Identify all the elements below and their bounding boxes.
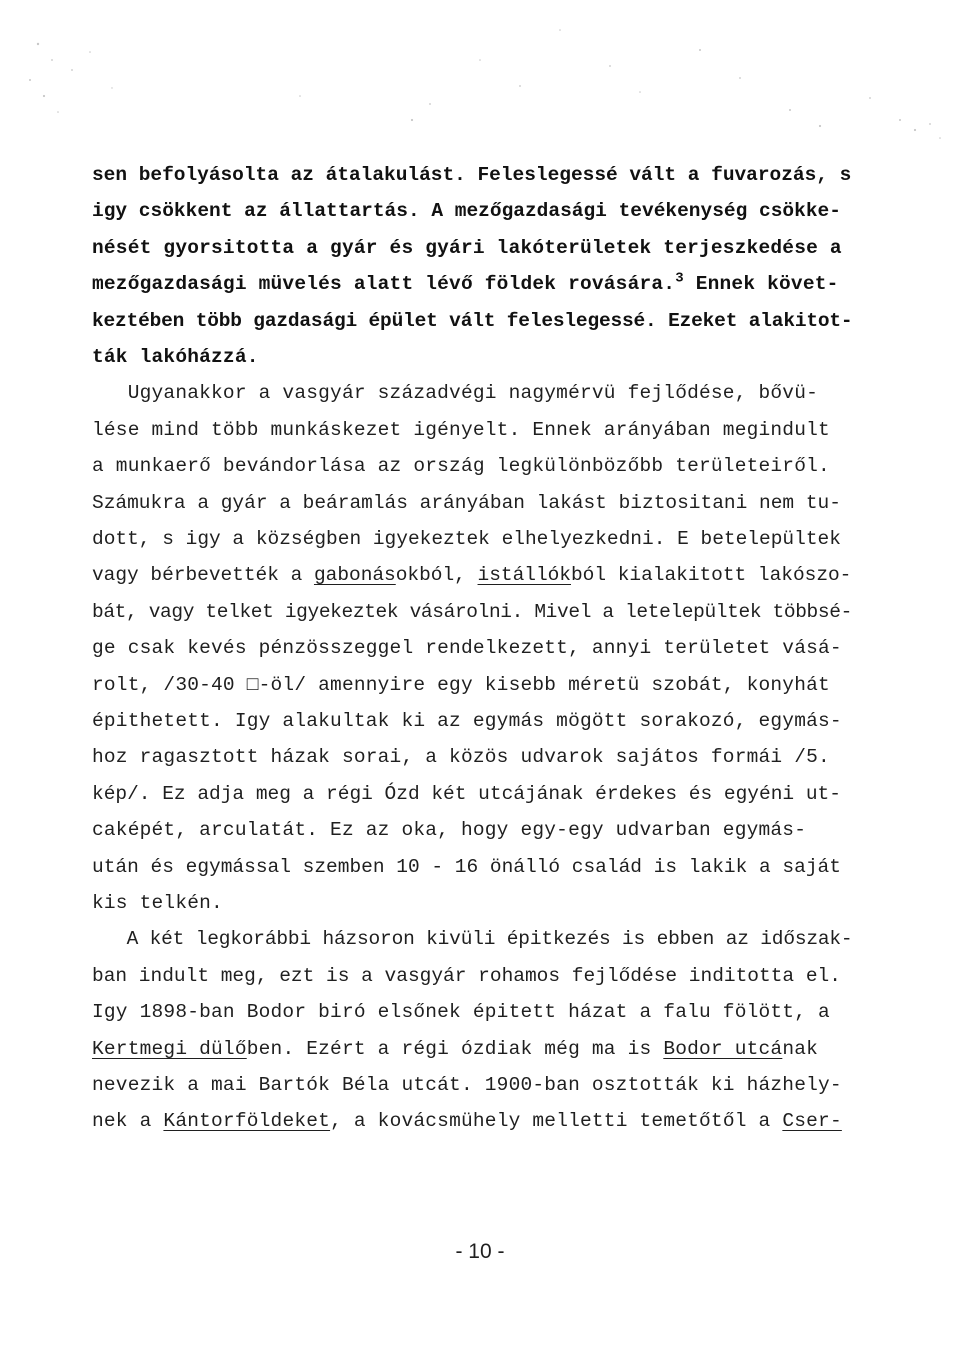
text-run: a munkaerő bevándorlása az ország legkülönbözőbb területeiről. [92, 455, 830, 478]
text-run: okból, [395, 564, 478, 587]
underlined-term: Bodor utcá [663, 1037, 783, 1060]
text-run: kép/. Ez adja meg a régi Ózd két utcájának érdekes és egyéni ut- [92, 782, 841, 805]
text-line [92, 1032, 852, 1066]
text-line [92, 558, 852, 592]
text-line [92, 486, 852, 520]
scan-specks [0, 0, 960, 150]
text-run: vagy bérbevették a [92, 564, 314, 587]
text-line [92, 813, 852, 847]
text-run: ben. Ezért a régi ózdiak még ma is [246, 1037, 664, 1060]
text-run: kis telkén. [92, 892, 223, 914]
text-run: ból kialakitott lakószo- [571, 564, 852, 587]
text-run: nését gyorsitotta a gyár és gyári lakóterületek terjeszkedése a [92, 236, 842, 259]
text-run: nak [782, 1037, 819, 1060]
text-run: mezőgazdasági müvelés alatt lévő földek rovására. [92, 273, 676, 296]
underlined-term: Kántorföldeket [163, 1110, 331, 1133]
text-line [92, 704, 852, 738]
text-line [92, 668, 852, 702]
text-run: caképét, arculatát. Ez az oka, hogy egy-egy udvarban egymás- [92, 819, 807, 842]
text-run: dott, s igy a községben igyekeztek elhelyezkedni. E betelepültek [92, 528, 841, 550]
text-run: igy csökkent az állattartás. A mezőgazdasági tevékenység csökke- [92, 200, 841, 223]
text-line [92, 740, 852, 774]
text-line [92, 413, 852, 447]
text-line [92, 522, 852, 556]
text-run: ge csak kevés pénzösszeggel rendelkezett, annyi területet vásá- [92, 637, 842, 660]
text-line [92, 376, 852, 410]
text-run: Ennek követ- [683, 273, 839, 296]
text-run: nek a [92, 1110, 164, 1133]
text-run: ban indult meg, ezt is a vasgyár rohamos fejlődése inditotta el. [92, 964, 841, 987]
text-run: épithetett. Igy alakultak ki az egymás mögött sorakozó, egymás- [92, 710, 842, 732]
underlined-term: istállók [477, 564, 571, 587]
text-line [92, 595, 852, 629]
text-run: rolt, /30-40 □-öl/ amennyire egy kisebb méretü szobát, konyhát [92, 673, 830, 696]
text-line [92, 1104, 852, 1138]
text-line [92, 1068, 852, 1102]
text-line [92, 631, 852, 665]
text-run: keztében több gazdasági épület vált feleslegessé. Ezeket alakitot- [92, 309, 853, 332]
text-run: A két legkorábbi házsoron kivüli épitkezés is ebben az időszak- [92, 928, 853, 951]
text-line [92, 886, 852, 920]
text-run: hoz ragasztott házak sorai, a közös udvarok sajátos formái /5. [92, 746, 830, 769]
text-line [92, 158, 852, 192]
text-run: ták lakóházzá. [92, 346, 259, 368]
text-line [92, 959, 852, 993]
text-line [92, 777, 852, 811]
text-line [92, 194, 852, 228]
text-line [92, 304, 852, 338]
text-line [92, 922, 852, 956]
text-run: Igy 1898-ban Bodor biró elsőnek épitett házat a falu fölött, a [92, 1001, 830, 1024]
text-run: , a kovácsmühely melletti temetőtől a [330, 1110, 783, 1133]
text-run: Számukra a gyár a beáramlás arányában lakást biztositani nem tu- [92, 491, 841, 514]
underlined-term: Kertmegi dülő [92, 1037, 247, 1060]
text-run: nevezik a mai Bartók Béla utcát. 1900-ban osztották ki házhely- [92, 1074, 842, 1096]
text-line [92, 231, 852, 265]
underlined-term: gabonás [313, 564, 396, 587]
page-number: - 10 - [455, 1240, 505, 1263]
text-run: bát, vagy telket igyekeztek vásárolni. Mivel a letelepültek többsé- [92, 600, 852, 623]
text-line [92, 850, 852, 884]
text-line [92, 995, 852, 1029]
text-line [92, 449, 852, 483]
footnote-marker: 3 [675, 270, 684, 287]
text-run: után és egymással szemben 10 - 16 önálló család is lakik a saját [92, 855, 841, 878]
text-run: lése mind több munkáskezet igényelt. Ennek arányában megindult [92, 418, 830, 441]
text-run: sen befolyásolta az átalakulást. Feleslegessé vált a fuvarozás, s [92, 164, 852, 186]
text-line [92, 267, 852, 301]
text-run: Ugyanakkor a vasgyár századvégi nagymérvü fejlődése, bővü- [92, 382, 819, 405]
text-line [92, 340, 852, 374]
underlined-term: Cser- [782, 1110, 842, 1133]
